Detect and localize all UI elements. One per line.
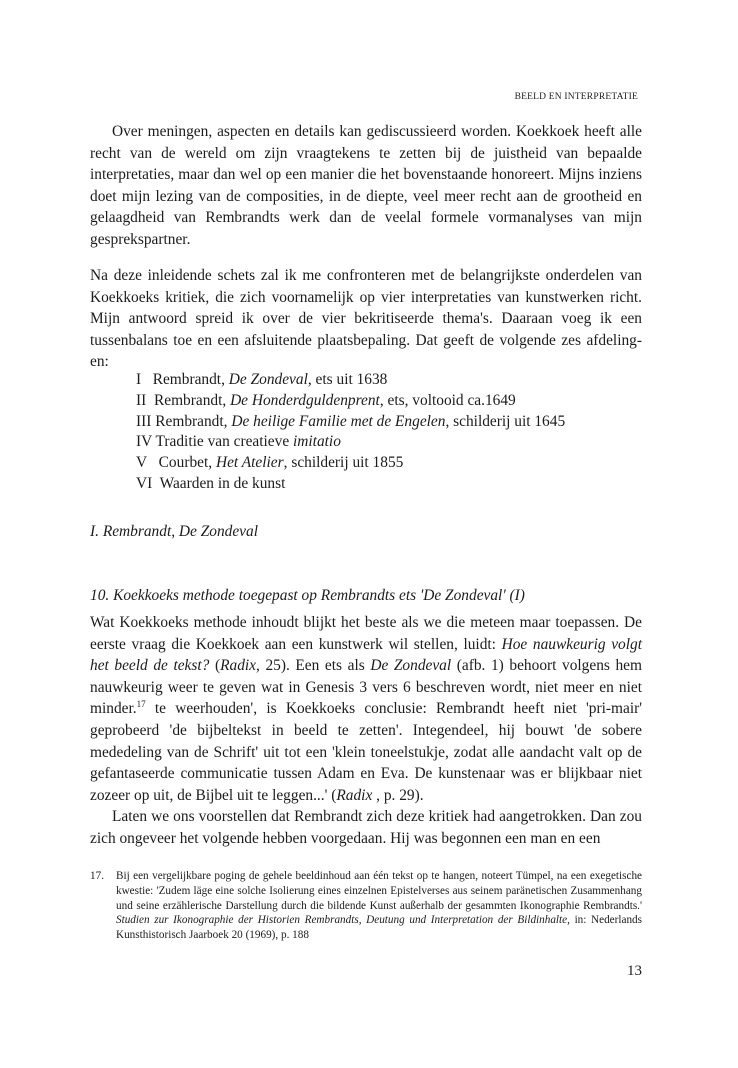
footnote-text: Bij een vergelijkbare poging de gehele beeldinhoud aan één tekst op te hangen, noteert Tümpel, na een exegetische kwestie: 'Zudem läge eine solche Isolierung eines einzelnen Epistelverses aus seinem paränetischen Zusammenhang und seine erzählerische Darstellung durch die bildende Kunst außerhalb der gesammten Ikonographie Rembrandts.' Studien zur Ikonographie der Historien Rembrandts, Deutung und Interpretation der Bildinhalte, in: Nederlands Kunsthistorisch Jaarboek 20 (1969), p. 188 (116, 870, 642, 942)
paragraph-intro-text: Over meningen, aspecten en details kan gediscussieerd worden. Koekkoek heeft alle recht van de wereld om zijn vraagtekens te zetten bij de juistheid van bepaalde interpretaties, maar dan wel op een manier die het bovenstaande honoreert. Mijns inziens doet mijn lezing van de composities, in de diepte, veel meer recht aan de grootheid en gelaagdheid van Rembrandts werk dan de veelal formele vormanalyses van mijn gesprekspartner. (90, 123, 642, 248)
section-heading: 10. Koekkoeks methode toegepast op Rembrandts ets 'De Zondeval' (I) (90, 587, 525, 604)
section-list-item: VI Waarden in de kunst (136, 474, 286, 492)
footnote-number: 17. (90, 870, 104, 882)
footnote (90, 869, 642, 943)
page-number: 13 (627, 963, 642, 979)
paragraph-method (90, 612, 642, 850)
paragraph-method-text: Wat Koekkoeks methode inhoudt blijkt het beste als we die meteen maar toepassen. De eerste vraag die Koekkoek aan een kunstwerk wil stellen, luidt: Hoe nauwkeurig volgt het beeld de tekst? (Radix, 25). Een ets als De Zondeval (afb. 1) behoort volgens hem nauwkeurig weer te geven wat in Genesis 3 vers 6 beschreven wordt, niet meer en niet minder.$^{17}$ te weerhouden', is Koekkoeks conclusie: Rembrandt heeft niet 'pri-mair' geprobeerd 'de bijbeltekst in beeld te zetten'. Integendeel, hij bouwt 'de sobere mededeling van de Schrift' uit tot een 'klein toneelstukje, zodat alle aandacht valt op de gefantaseerde communicatie tussen Adam en Eva. De kunstenaar was er blijkbaar niet zozeer op uit, de Bijbel uit te leggen...' (Radix , p. 29). (90, 614, 642, 804)
section-list-item: III Rembrandt, De heilige Familie met de Engelen, schilderij uit 1645 (136, 412, 566, 430)
paragraph-intro (90, 121, 642, 251)
section-list-item: IV Traditie van creatieve imitatio (136, 433, 341, 451)
footnote-reference[interactable]: 17 (136, 699, 146, 710)
section-list-item: I Rembrandt, De Zondeval, ets uit 1638 (136, 371, 388, 388)
paragraph-outline (90, 265, 642, 373)
section-list (136, 370, 565, 495)
paragraph-outline-text: Na deze inleidende schets zal ik me confronteren met de belangrijkste onderdelen van Koekkoeks kritiek, die zich voornamelijk op vier interpretaties van kunstwerken richt. Mijn antwoord spreid ik over de vier bekritiseerde thema's. Daaraan voeg ik een tussenbalans toe en een afsluitende plaatsbepaling. Dat geeft de volgende zes afdeling-en: (90, 267, 642, 371)
paragraph-continuation: Laten we ons voorstellen dat Rembrandt zich deze kritiek had aangetrokken. Dan zou zich ongeveer het volgende hebben voorgedaan. Hij was begonnen een man en een (90, 808, 642, 847)
chapter-heading: I. Rembrandt, De Zondeval (90, 523, 258, 540)
running-head: BEELD EN INTERPRETATIE (514, 92, 638, 102)
section-list-item: V Courbet, Het Atelier, schilderij uit 1855 (136, 454, 404, 472)
section-list-item: II Rembrandt, De Honderdguldenprent, ets, voltooid ca.1649 (136, 391, 516, 409)
